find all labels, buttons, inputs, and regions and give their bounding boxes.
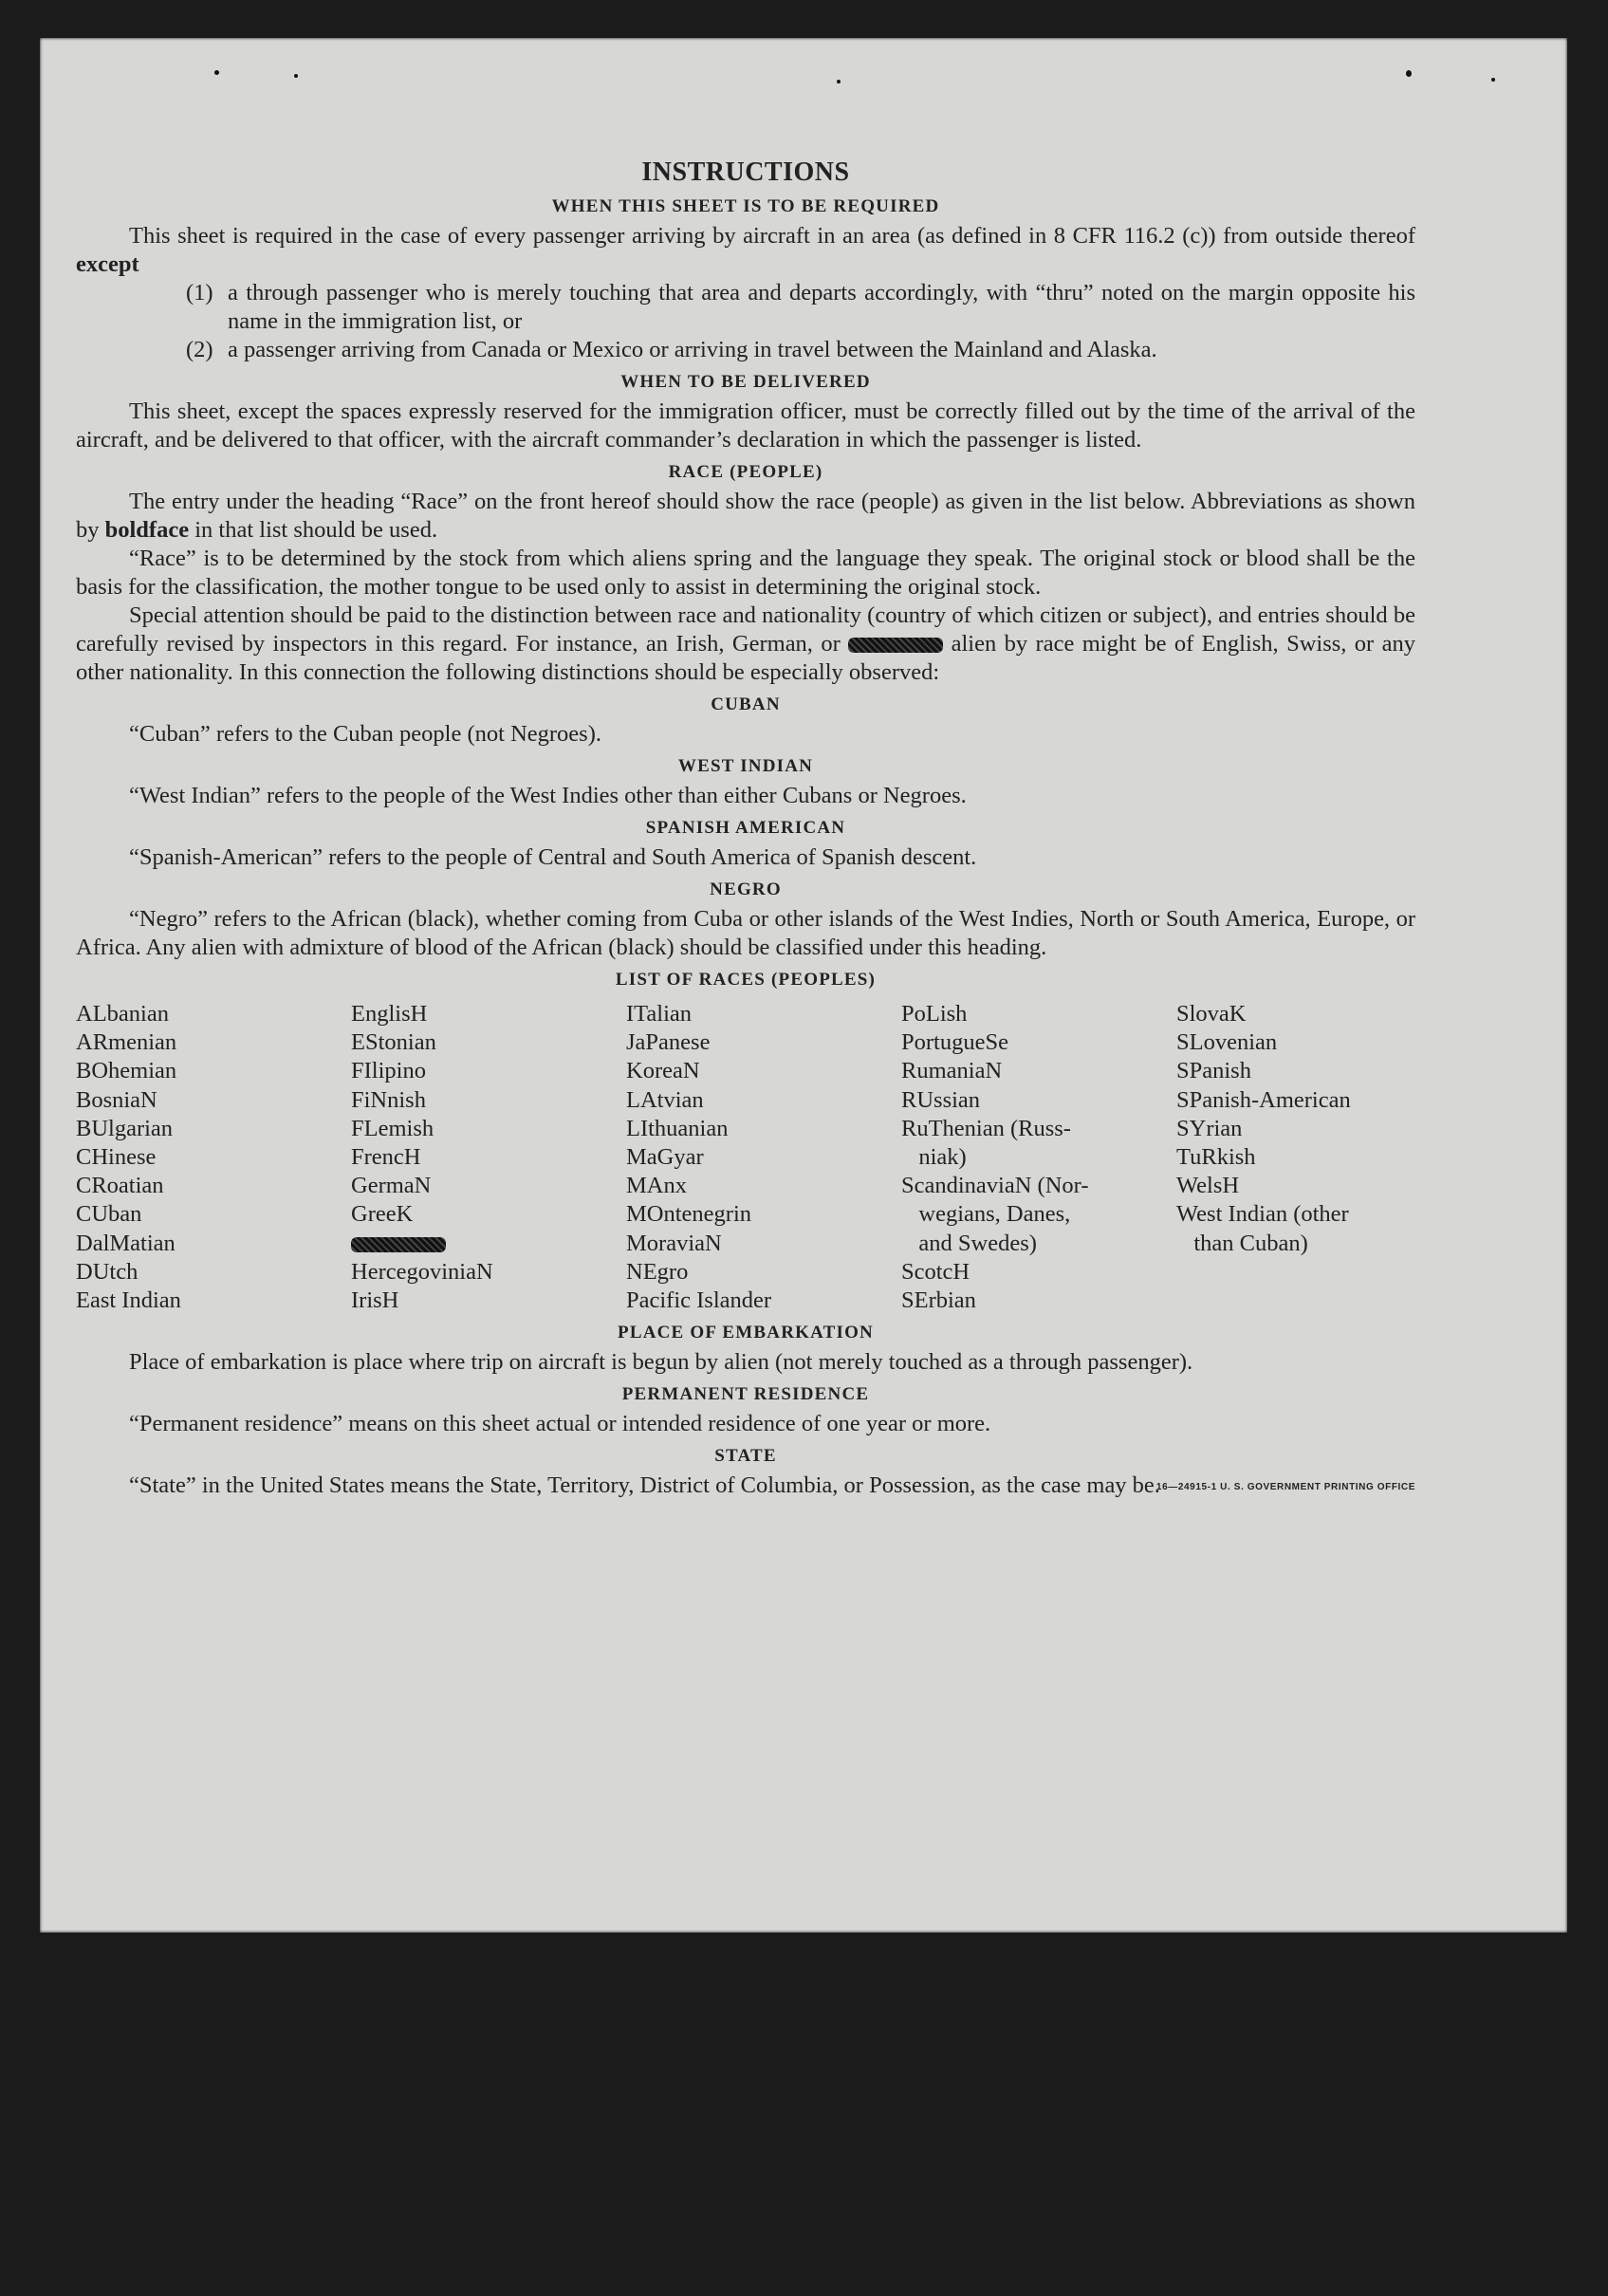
required-intro [76, 222, 1415, 279]
race-column [901, 1000, 1176, 1315]
speck [1406, 70, 1412, 77]
race-entry: SPanish-American [1176, 1086, 1351, 1113]
required-item [186, 279, 1415, 336]
speck [837, 80, 841, 83]
heading-delivered: WHEN TO BE DELIVERED [620, 372, 871, 392]
race-entry: SLovenian [1176, 1029, 1278, 1056]
item-number: (2) [186, 337, 213, 362]
embarkation-text: Place of embarkation is place where trip on aircraft is begun by alien (not merely touched as a through passenger). [129, 1349, 1193, 1376]
race-entry: MOntenegrin [626, 1201, 751, 1228]
document-sheet [40, 38, 1567, 1933]
race-entry: WelsH [1176, 1173, 1240, 1199]
print-footer: 16—24915-1 U. S. GOVERNMENT PRINTING OFFICE [1155, 1482, 1415, 1493]
race-p1-text: The entry under the heading “Race” on the front hereof should show the race (people) as given in the list below. Abbreviations as shown by [76, 489, 1415, 543]
race-entry: West Indian (other [1176, 1201, 1349, 1228]
race-entry [351, 1230, 626, 1258]
race-entry: East Indian [76, 1287, 181, 1314]
spanish-american-text: “Spanish-American” refers to the people of Central and South America of Spanish descent. [129, 844, 977, 870]
race-entry: RumaniaN [901, 1058, 1003, 1084]
race-p3-text-end: alien by race might be of English, Swiss, or any other nationality. In this connection the following distinctions should be especially observed: [76, 631, 1416, 685]
race-p1-text-end: in that list should be used. [194, 517, 438, 543]
race-entry: RUssian [901, 1086, 981, 1113]
race-entry: than Cuban) [1176, 1230, 1308, 1256]
race-entry: MoraviaN [626, 1230, 722, 1256]
race-entry: FiNnish [351, 1086, 426, 1113]
race-entry: FrencH [351, 1144, 421, 1171]
residence-text: “Permanent residence” means on this sheet actual or intended residence of one year or more. [129, 1411, 991, 1437]
race-entry: CRoatian [76, 1173, 164, 1199]
race-entry: LAtvian [626, 1086, 704, 1113]
race-entry: niak) [901, 1144, 967, 1171]
race-entry: BosniaN [76, 1086, 157, 1113]
race-entry: Pacific Islander [626, 1287, 772, 1314]
race-entry: SlovaK [1176, 1001, 1247, 1027]
required-intro-bold: except [76, 251, 139, 277]
cuban-text: “Cuban” refers to the Cuban people (not Negroes). [129, 721, 601, 747]
race-column [626, 1000, 901, 1315]
race-paragraph-3 [76, 602, 1415, 687]
race-entry: FIlipino [351, 1058, 426, 1084]
race-entry: MaGyar [626, 1144, 704, 1171]
race-entry: SPanish [1176, 1058, 1251, 1084]
speck [1491, 78, 1495, 82]
race-entry: PoLish [901, 1001, 968, 1027]
race-entry: IrisH [351, 1287, 399, 1314]
heading-negro: NEGRO [710, 880, 782, 899]
heading-race: RACE (PEOPLE) [668, 462, 823, 482]
race-entry: CHinese [76, 1144, 157, 1171]
race-entry: RuThenian (Russ- [901, 1115, 1071, 1141]
race-entry: EnglisH [351, 1001, 428, 1027]
heading-required: WHEN THIS SHEET IS TO BE REQUIRED [551, 196, 940, 216]
race-entry: DalMatian [76, 1230, 176, 1256]
race-entry: GreeK [351, 1201, 414, 1228]
race-entry: NEgro [626, 1258, 689, 1285]
race-entry: SYrian [1176, 1115, 1243, 1141]
item-number: (1) [186, 280, 213, 306]
race-entry: ITalian [626, 1001, 693, 1027]
race-entry: GermaN [351, 1173, 432, 1199]
race-entry: HercegoviniaN [351, 1258, 493, 1285]
heading-state: STATE [714, 1446, 777, 1467]
race-entry: JaPanese [626, 1029, 711, 1056]
race-entry: CUban [76, 1201, 142, 1228]
race-entry: MAnx [626, 1173, 687, 1199]
race-paragraph-1 [76, 488, 1415, 545]
heading-list-of-races: LIST OF RACES (PEOPLES) [615, 970, 877, 990]
race-entry: EStonian [351, 1029, 436, 1056]
race-entry: TuRkish [1176, 1144, 1256, 1171]
race-entry: KoreaN [626, 1058, 700, 1084]
page-title: INSTRUCTIONS [641, 157, 850, 187]
heading-residence: PERMANENT RESIDENCE [621, 1384, 870, 1405]
race-column [76, 1000, 351, 1315]
race-column [351, 1000, 626, 1315]
redaction-mark [351, 1237, 446, 1252]
speck [214, 70, 219, 75]
race-entry: BUlgarian [76, 1115, 174, 1141]
race-entry: DUtch [76, 1258, 139, 1285]
race-entry: LIthuanian [626, 1115, 729, 1141]
west-indian-text: “West Indian” refers to the people of the West Indies other than either Cubans or Negroes. [129, 783, 967, 808]
item-text: a passenger arriving from Canada or Mexico or arriving in travel between the Mainland and Alaska. [228, 337, 1157, 362]
instructions-content [76, 157, 1415, 1500]
redaction-mark [848, 638, 943, 653]
heading-embarkation: PLACE OF EMBARKATION [618, 1323, 874, 1343]
race-entry: ALbanian [76, 1001, 169, 1027]
race-paragraph-2: “Race” is to be determined by the stock from which aliens spring and the language they speak. The original stock or blood shall be the basis for the classification, the mother tongue to be used only to assist in determining the original stock. [76, 546, 1415, 600]
heading-cuban: CUBAN [711, 694, 781, 714]
race-entry: BOhemian [76, 1058, 177, 1084]
race-entry: ScandinaviaN (Nor- [901, 1173, 1089, 1199]
heading-west-indian: WEST INDIAN [677, 756, 814, 776]
race-entry: SErbian [901, 1287, 976, 1314]
race-p1-bold: boldface [104, 517, 190, 543]
races-list [76, 1000, 1415, 1315]
race-column [1176, 1000, 1415, 1315]
speck [294, 74, 298, 78]
race-entry: ScotcH [901, 1258, 970, 1285]
race-entry: and Swedes) [901, 1230, 1037, 1256]
required-intro-text: This sheet is required in the case of every passenger arriving by aircraft in an area (as defined in 8 CFR 116.2 (c)) from outside thereof [129, 223, 1415, 249]
item-text: a through passenger who is merely touching that area and departs accordingly, with “thru” noted on the margin opposite his name in the immigration list, or [228, 280, 1415, 334]
required-item [186, 336, 1415, 364]
negro-text: “Negro” refers to the African (black), whether coming from Cuba or other islands of the West Indies, North or South America, Europe, or Africa. Any alien with admixture of blood of the African (black) should be classified under this heading. [76, 906, 1415, 960]
race-entry: PortugueSe [901, 1029, 1008, 1056]
heading-spanish-american: SPANISH AMERICAN [645, 818, 846, 838]
state-text: “State” in the United States means the State, Territory, District of Columbia, or Possession, as the case may be. [129, 1472, 1160, 1499]
race-p3-text: Special attention should be paid to the distinction between race and nationality (country of which citizen or subject), and entries should be carefully revised by inspectors in this regard. For instance, an Irish, German, or [76, 602, 1415, 657]
race-entry: FLemish [351, 1115, 434, 1141]
race-entry: ARmenian [76, 1029, 177, 1056]
delivered-text: This sheet, except the spaces expressly reserved for the immigration officer, must be correctly filled out by the time of the arrival of the aircraft, and be delivered to that officer, with the aircraft commander’s declaration in which the passenger is listed. [76, 398, 1415, 453]
race-entry: wegians, Danes, [901, 1201, 1071, 1228]
